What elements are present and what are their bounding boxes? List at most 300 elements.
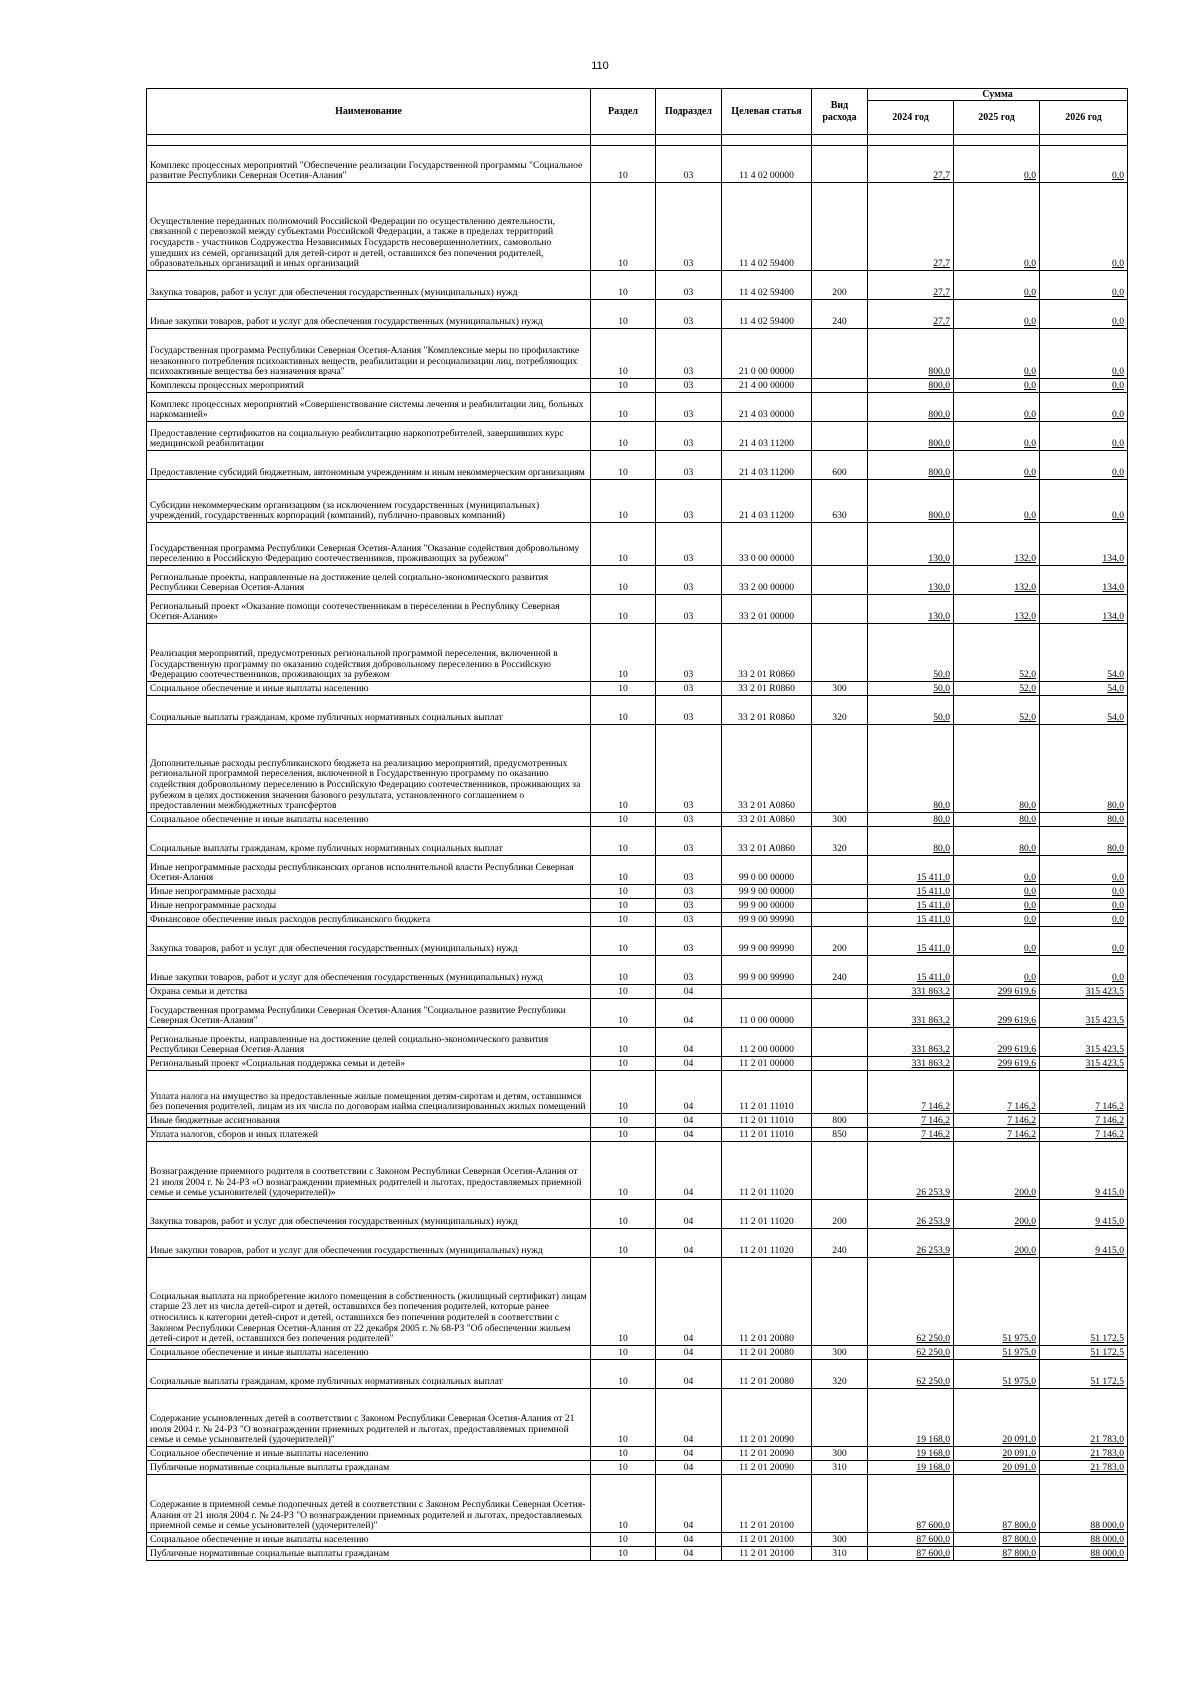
row-target: 99 0 00 00000 bbox=[722, 856, 812, 885]
row-sum-2025: 299 619,6 bbox=[954, 1057, 1040, 1071]
row-sum-2025: 52,0 bbox=[954, 682, 1040, 696]
row-sum-2025: 0,0 bbox=[954, 271, 1040, 300]
row-sum-2025: 132,0 bbox=[954, 523, 1040, 566]
row-sum-2025: 51 975,0 bbox=[954, 1258, 1040, 1346]
table-row bbox=[147, 300, 1128, 329]
row-expense-type bbox=[812, 899, 868, 913]
row-sum-2025: 299 619,6 bbox=[954, 985, 1040, 999]
row-sum-2024: 15 411,0 bbox=[868, 913, 954, 927]
row-section: 10 bbox=[591, 422, 656, 451]
row-sum-2024: 87 600,0 bbox=[868, 1547, 954, 1561]
table-row bbox=[147, 913, 1128, 927]
row-section: 10 bbox=[591, 271, 656, 300]
row-sum-2025: 0,0 bbox=[954, 379, 1040, 393]
row-expense-type: 320 bbox=[812, 696, 868, 725]
table-row bbox=[147, 999, 1128, 1028]
row-sum-2026: 0,0 bbox=[1040, 927, 1128, 956]
row-section: 10 bbox=[591, 856, 656, 885]
row-subsection: 03 bbox=[656, 422, 722, 451]
table-row bbox=[147, 856, 1128, 885]
table-row bbox=[147, 566, 1128, 595]
row-target: 33 2 01 R0860 bbox=[722, 696, 812, 725]
row-sum-2026: 315 423,5 bbox=[1040, 985, 1128, 999]
row-target: 33 2 01 R0860 bbox=[722, 682, 812, 696]
row-sum-2025: 0,0 bbox=[954, 956, 1040, 985]
row-expense-type: 240 bbox=[812, 300, 868, 329]
row-target: 11 2 01 11010 bbox=[722, 1128, 812, 1142]
row-sum-2024: 19 168,0 bbox=[868, 1461, 954, 1475]
row-section: 10 bbox=[591, 1142, 656, 1200]
row-name: Вознаграждение приемного родителя в соответствии с Законом Республики Северная Осетия-Алания от 21 июля 2004 г. № 24-РЗ «О вознаграждении приемных родителей и льготах, предоставляемых приемной семье и семье усыновителей (удочерителей)» bbox=[147, 1142, 591, 1200]
row-expense-type bbox=[812, 624, 868, 682]
row-sum-2026: 54,0 bbox=[1040, 682, 1128, 696]
row-target: 11 2 01 20100 bbox=[722, 1533, 812, 1547]
row-sum-2025: 200,0 bbox=[954, 1229, 1040, 1258]
row-name: Иные бюджетные ассигнования bbox=[147, 1114, 591, 1128]
row-target: 11 2 01 20100 bbox=[722, 1475, 812, 1533]
row-section: 10 bbox=[591, 379, 656, 393]
row-sum-2024: 26 253,9 bbox=[868, 1200, 954, 1229]
col-header-name: Наименование bbox=[147, 89, 591, 135]
row-name: Иные закупки товаров, работ и услуг для обеспечения государственных (муниципальных) нужд bbox=[147, 300, 591, 329]
row-sum-2024: 331 863,2 bbox=[868, 985, 954, 999]
row-section: 10 bbox=[591, 682, 656, 696]
row-sum-2026: 7 146,2 bbox=[1040, 1128, 1128, 1142]
row-expense-type bbox=[812, 1028, 868, 1057]
row-subsection: 04 bbox=[656, 1229, 722, 1258]
row-sum-2024: 331 863,2 bbox=[868, 999, 954, 1028]
row-name: Комплексы процессных мероприятий bbox=[147, 379, 591, 393]
table-row bbox=[147, 1142, 1128, 1200]
row-sum-2026: 0,0 bbox=[1040, 899, 1128, 913]
row-subsection: 04 bbox=[656, 1057, 722, 1071]
row-section: 10 bbox=[591, 595, 656, 624]
row-name: Закупка товаров, работ и услуг для обеспечения государственных (муниципальных) нужд bbox=[147, 271, 591, 300]
col-header-2026: 2026 год bbox=[1040, 101, 1128, 135]
row-target: 21 4 00 00000 bbox=[722, 379, 812, 393]
row-subsection: 04 bbox=[656, 1114, 722, 1128]
row-sum-2024: 19 168,0 bbox=[868, 1389, 954, 1447]
row-sum-2024: 800,0 bbox=[868, 451, 954, 480]
row-section: 10 bbox=[591, 1229, 656, 1258]
row-section: 10 bbox=[591, 1057, 656, 1071]
row-name: Реализация мероприятий, предусмотренных региональной программой переселения, включенной в Государственную программу по оказанию содействия добровольному переселению в Российскую Федерацию соотечественников, проживающих за рубежом bbox=[147, 624, 591, 682]
row-expense-type bbox=[812, 393, 868, 422]
row-subsection: 04 bbox=[656, 1475, 722, 1533]
row-section: 10 bbox=[591, 1533, 656, 1547]
row-sum-2026: 315 423,5 bbox=[1040, 1057, 1128, 1071]
row-name: Комплекс процессных мероприятий "Обеспечение реализации Государственной программы "Социальное развитие Республики Северная Осетия-Алания" bbox=[147, 146, 591, 183]
row-section: 10 bbox=[591, 1389, 656, 1447]
row-target: 11 2 01 00000 bbox=[722, 1057, 812, 1071]
row-sum-2024: 7 146,2 bbox=[868, 1114, 954, 1128]
row-expense-type: 300 bbox=[812, 682, 868, 696]
row-section: 10 bbox=[591, 480, 656, 523]
table-row bbox=[147, 451, 1128, 480]
row-name: Закупка товаров, работ и услуг для обеспечения государственных (муниципальных) нужд bbox=[147, 1200, 591, 1229]
row-name: Публичные нормативные социальные выплаты гражданам bbox=[147, 1461, 591, 1475]
row-sum-2024: 62 250,0 bbox=[868, 1346, 954, 1360]
row-sum-2024: 80,0 bbox=[868, 813, 954, 827]
row-sum-2025: 0,0 bbox=[954, 451, 1040, 480]
row-name: Региональный проект «Социальная поддержка семьи и детей» bbox=[147, 1057, 591, 1071]
row-sum-2024: 80,0 bbox=[868, 725, 954, 813]
row-name: Уплата налогов, сборов и иных платежей bbox=[147, 1128, 591, 1142]
row-target: 11 4 02 59400 bbox=[722, 271, 812, 300]
row-name: Субсидии некоммерческим организациям (за исключением государственных (муниципальных) учреждений, государственных корпораций (компаний), публично-правовых компаний) bbox=[147, 480, 591, 523]
row-sum-2026: 21 783,0 bbox=[1040, 1389, 1128, 1447]
row-target: 11 4 02 59400 bbox=[722, 300, 812, 329]
row-sum-2025: 0,0 bbox=[954, 913, 1040, 927]
row-name: Социальные выплаты гражданам, кроме публичных нормативных социальных выплат bbox=[147, 827, 591, 856]
row-target: 99 9 00 00000 bbox=[722, 899, 812, 913]
row-subsection: 03 bbox=[656, 183, 722, 271]
row-section: 10 bbox=[591, 1114, 656, 1128]
row-subsection: 03 bbox=[656, 624, 722, 682]
table-row bbox=[147, 725, 1128, 813]
row-target: 11 2 01 11020 bbox=[722, 1229, 812, 1258]
row-section: 10 bbox=[591, 985, 656, 999]
table-row bbox=[147, 1057, 1128, 1071]
row-sum-2024: 27,7 bbox=[868, 300, 954, 329]
row-sum-2025: 52,0 bbox=[954, 624, 1040, 682]
table-row bbox=[147, 183, 1128, 271]
row-sum-2025: 80,0 bbox=[954, 827, 1040, 856]
col-header-target: Целевая статья bbox=[722, 89, 812, 135]
row-name: Иные непрограммные расходы bbox=[147, 899, 591, 913]
row-sum-2026: 0,0 bbox=[1040, 183, 1128, 271]
table-row bbox=[147, 827, 1128, 856]
table-row bbox=[147, 885, 1128, 899]
row-name: Государственная программа Республики Северная Осетия-Алания "Комплексные меры по профилактике незаконного потребления психоактивных веществ, реабилитации и ресоциализации лиц, потребляющих психоактивные вещества без назначения врача" bbox=[147, 329, 591, 379]
row-sum-2024: 26 253,9 bbox=[868, 1142, 954, 1200]
row-subsection: 03 bbox=[656, 393, 722, 422]
table-row bbox=[147, 899, 1128, 913]
row-sum-2024: 15 411,0 bbox=[868, 885, 954, 899]
row-sum-2026: 0,0 bbox=[1040, 146, 1128, 183]
row-sum-2024: 80,0 bbox=[868, 827, 954, 856]
table-row bbox=[147, 480, 1128, 523]
table-row bbox=[147, 1389, 1128, 1447]
row-name: Социальное обеспечение и иные выплаты населению bbox=[147, 1533, 591, 1547]
row-expense-type: 800 bbox=[812, 1114, 868, 1128]
row-section: 10 bbox=[591, 329, 656, 379]
row-subsection: 04 bbox=[656, 985, 722, 999]
row-target: 11 2 01 20080 bbox=[722, 1346, 812, 1360]
row-target: 21 0 00 00000 bbox=[722, 329, 812, 379]
row-subsection: 04 bbox=[656, 1200, 722, 1229]
row-sum-2024: 800,0 bbox=[868, 329, 954, 379]
row-expense-type: 850 bbox=[812, 1128, 868, 1142]
row-subsection: 03 bbox=[656, 595, 722, 624]
row-subsection: 03 bbox=[656, 566, 722, 595]
row-sum-2024: 27,7 bbox=[868, 183, 954, 271]
row-sum-2026: 88 000,0 bbox=[1040, 1547, 1128, 1561]
row-sum-2025: 299 619,6 bbox=[954, 999, 1040, 1028]
row-subsection: 04 bbox=[656, 1389, 722, 1447]
row-subsection: 03 bbox=[656, 827, 722, 856]
row-expense-type: 200 bbox=[812, 271, 868, 300]
row-sum-2025: 0,0 bbox=[954, 885, 1040, 899]
row-sum-2025: 0,0 bbox=[954, 422, 1040, 451]
row-sum-2025: 0,0 bbox=[954, 899, 1040, 913]
row-target: 33 2 01 A0860 bbox=[722, 725, 812, 813]
row-sum-2026: 80,0 bbox=[1040, 725, 1128, 813]
row-target: 11 2 01 11020 bbox=[722, 1200, 812, 1229]
row-expense-type bbox=[812, 1057, 868, 1071]
row-expense-type bbox=[812, 595, 868, 624]
row-sum-2025: 80,0 bbox=[954, 813, 1040, 827]
row-sum-2024: 62 250,0 bbox=[868, 1258, 954, 1346]
table-row bbox=[147, 956, 1128, 985]
row-sum-2024: 800,0 bbox=[868, 480, 954, 523]
row-expense-type bbox=[812, 1389, 868, 1447]
row-sum-2025: 7 146,2 bbox=[954, 1128, 1040, 1142]
row-subsection: 03 bbox=[656, 856, 722, 885]
row-name: Иные непрограммные расходы bbox=[147, 885, 591, 899]
row-section: 10 bbox=[591, 956, 656, 985]
row-sum-2026: 88 000,0 bbox=[1040, 1475, 1128, 1533]
row-section: 10 bbox=[591, 624, 656, 682]
table-row bbox=[147, 595, 1128, 624]
row-name: Закупка товаров, работ и услуг для обеспечения государственных (муниципальных) нужд bbox=[147, 927, 591, 956]
row-subsection: 03 bbox=[656, 480, 722, 523]
table-row bbox=[147, 271, 1128, 300]
row-sum-2025: 0,0 bbox=[954, 480, 1040, 523]
row-sum-2024: 800,0 bbox=[868, 379, 954, 393]
row-sum-2024: 15 411,0 bbox=[868, 956, 954, 985]
row-sum-2025: 52,0 bbox=[954, 696, 1040, 725]
table-row bbox=[147, 1475, 1128, 1533]
row-sum-2026: 0,0 bbox=[1040, 480, 1128, 523]
row-sum-2025: 0,0 bbox=[954, 300, 1040, 329]
row-section: 10 bbox=[591, 913, 656, 927]
row-sum-2026: 21 783,0 bbox=[1040, 1447, 1128, 1461]
row-sum-2025: 20 091,0 bbox=[954, 1389, 1040, 1447]
row-subsection: 03 bbox=[656, 885, 722, 899]
row-sum-2025: 0,0 bbox=[954, 927, 1040, 956]
row-target: 21 4 03 11200 bbox=[722, 480, 812, 523]
row-sum-2026: 134,0 bbox=[1040, 523, 1128, 566]
col-header-sum: Сумма bbox=[868, 89, 1128, 101]
row-section: 10 bbox=[591, 566, 656, 595]
row-expense-type: 240 bbox=[812, 1229, 868, 1258]
row-target: 11 2 01 11020 bbox=[722, 1142, 812, 1200]
col-header-subsection: Подраздел bbox=[656, 89, 722, 135]
row-sum-2024: 19 168,0 bbox=[868, 1447, 954, 1461]
row-name: Социальные выплаты гражданам, кроме публичных нормативных социальных выплат bbox=[147, 696, 591, 725]
row-name: Иные непрограммные расходы республиканских органов исполнительной власти Республики Северная Осетия-Алания bbox=[147, 856, 591, 885]
row-section: 10 bbox=[591, 1200, 656, 1229]
table-row bbox=[147, 1547, 1128, 1561]
col-header-expense-type: Вид расхода bbox=[812, 89, 868, 135]
row-sum-2026: 134,0 bbox=[1040, 595, 1128, 624]
row-sum-2026: 0,0 bbox=[1040, 451, 1128, 480]
table-row bbox=[147, 422, 1128, 451]
row-sum-2026: 21 783,0 bbox=[1040, 1461, 1128, 1475]
row-name: Социальная выплата на приобретение жилого помещения в собственность (жилищный сертификат) лицам старше 23 лет из числа детей-сирот и детей, оставшихся без попечения родителей, которые ранее относились к категории детей-сирот и детей, оставшихся без попечения родителей в соответствии с Законом Республики Северная Осетия-Алания от 22 декабря 2005 г. № 68-РЗ "Об обеспечении жильем детей-сирот и детей, оставшихся без попечения родителей" bbox=[147, 1258, 591, 1346]
row-sum-2026: 0,0 bbox=[1040, 913, 1128, 927]
row-sum-2026: 9 415,0 bbox=[1040, 1229, 1128, 1258]
table-row bbox=[147, 813, 1128, 827]
row-sum-2025: 51 975,0 bbox=[954, 1360, 1040, 1389]
row-section: 10 bbox=[591, 523, 656, 566]
row-target: 33 2 01 A0860 bbox=[722, 827, 812, 856]
row-sum-2025: 132,0 bbox=[954, 566, 1040, 595]
row-sum-2026: 0,0 bbox=[1040, 393, 1128, 422]
row-sum-2026: 9 415,0 bbox=[1040, 1200, 1128, 1229]
row-name: Предоставление сертификатов на социальную реабилитацию наркопотребителей, завершивших курс медицинской реабилитации bbox=[147, 422, 591, 451]
row-sum-2024: 15 411,0 bbox=[868, 856, 954, 885]
row-name: Государственная программа Республики Северная Осетия-Алания "Оказание содействия добровольному переселению в Российскую Федерацию соотечественников, проживающих за рубежом" bbox=[147, 523, 591, 566]
row-target: 33 2 01 00000 bbox=[722, 595, 812, 624]
table-row bbox=[147, 927, 1128, 956]
table-row bbox=[147, 1071, 1128, 1114]
table-row bbox=[147, 1128, 1128, 1142]
row-expense-type bbox=[812, 1142, 868, 1200]
row-sum-2026: 51 172,5 bbox=[1040, 1346, 1128, 1360]
row-sum-2026: 0,0 bbox=[1040, 422, 1128, 451]
row-sum-2025: 0,0 bbox=[954, 146, 1040, 183]
table-row bbox=[147, 1200, 1128, 1229]
table-row bbox=[147, 682, 1128, 696]
row-subsection: 04 bbox=[656, 1447, 722, 1461]
row-sum-2026: 315 423,5 bbox=[1040, 1028, 1128, 1057]
row-name: Комплекс процессных мероприятий «Совершенствование системы лечения и реабилитации лиц, больных наркоманией» bbox=[147, 393, 591, 422]
row-expense-type: 300 bbox=[812, 813, 868, 827]
row-sum-2024: 800,0 bbox=[868, 422, 954, 451]
row-section: 10 bbox=[591, 813, 656, 827]
row-sum-2024: 87 600,0 bbox=[868, 1475, 954, 1533]
row-name: Охрана семьи и детства bbox=[147, 985, 591, 999]
row-sum-2025: 7 146,2 bbox=[954, 1071, 1040, 1114]
row-sum-2024: 50,0 bbox=[868, 624, 954, 682]
row-expense-type bbox=[812, 183, 868, 271]
table-row bbox=[147, 393, 1128, 422]
row-target: 11 2 01 20080 bbox=[722, 1360, 812, 1389]
row-section: 10 bbox=[591, 899, 656, 913]
row-sum-2024: 50,0 bbox=[868, 682, 954, 696]
row-target: 11 0 00 00000 bbox=[722, 999, 812, 1028]
table-row bbox=[147, 985, 1128, 999]
row-sum-2024: 26 253,9 bbox=[868, 1229, 954, 1258]
table-row bbox=[147, 1258, 1128, 1346]
row-expense-type bbox=[812, 523, 868, 566]
row-expense-type bbox=[812, 422, 868, 451]
row-target: 11 2 01 11010 bbox=[722, 1114, 812, 1128]
table-row bbox=[147, 1461, 1128, 1475]
row-subsection: 04 bbox=[656, 999, 722, 1028]
row-sum-2024: 27,7 bbox=[868, 146, 954, 183]
row-subsection: 03 bbox=[656, 696, 722, 725]
row-sum-2025: 0,0 bbox=[954, 183, 1040, 271]
row-name: Финансовое обеспечение иных расходов республиканского бюджета bbox=[147, 913, 591, 927]
row-target: 11 2 00 00000 bbox=[722, 1028, 812, 1057]
row-sum-2024: 130,0 bbox=[868, 595, 954, 624]
row-sum-2025: 299 619,6 bbox=[954, 1028, 1040, 1057]
row-sum-2026: 0,0 bbox=[1040, 856, 1128, 885]
row-section: 10 bbox=[591, 1547, 656, 1561]
row-sum-2026: 134,0 bbox=[1040, 566, 1128, 595]
row-expense-type bbox=[812, 146, 868, 183]
table-row bbox=[147, 523, 1128, 566]
row-target bbox=[722, 985, 812, 999]
row-expense-type: 300 bbox=[812, 1447, 868, 1461]
row-sum-2025: 51 975,0 bbox=[954, 1346, 1040, 1360]
row-expense-type: 600 bbox=[812, 451, 868, 480]
row-subsection: 03 bbox=[656, 927, 722, 956]
page-number: 110 bbox=[591, 60, 609, 72]
header-spacer-row bbox=[147, 135, 1128, 146]
col-header-section: Раздел bbox=[591, 89, 656, 135]
row-section: 10 bbox=[591, 885, 656, 899]
row-target: 11 2 01 20080 bbox=[722, 1258, 812, 1346]
row-expense-type bbox=[812, 856, 868, 885]
row-expense-type bbox=[812, 725, 868, 813]
row-name: Публичные нормативные социальные выплаты гражданам bbox=[147, 1547, 591, 1561]
row-sum-2025: 132,0 bbox=[954, 595, 1040, 624]
table-row bbox=[147, 146, 1128, 183]
row-expense-type bbox=[812, 1475, 868, 1533]
row-target: 11 2 01 20100 bbox=[722, 1547, 812, 1561]
row-target: 11 4 02 59400 bbox=[722, 183, 812, 271]
row-expense-type bbox=[812, 566, 868, 595]
row-expense-type: 310 bbox=[812, 1461, 868, 1475]
row-sum-2026: 7 146,2 bbox=[1040, 1071, 1128, 1114]
row-name: Социальное обеспечение и иные выплаты населению bbox=[147, 813, 591, 827]
row-target: 21 4 03 00000 bbox=[722, 393, 812, 422]
row-subsection: 03 bbox=[656, 271, 722, 300]
row-target: 11 2 01 20090 bbox=[722, 1447, 812, 1461]
row-expense-type bbox=[812, 379, 868, 393]
row-subsection: 03 bbox=[656, 682, 722, 696]
row-sum-2026: 0,0 bbox=[1040, 271, 1128, 300]
row-sum-2026: 315 423,5 bbox=[1040, 999, 1128, 1028]
row-sum-2024: 331 863,2 bbox=[868, 1057, 954, 1071]
row-target: 99 9 00 00000 bbox=[722, 885, 812, 899]
row-subsection: 04 bbox=[656, 1128, 722, 1142]
row-section: 10 bbox=[591, 146, 656, 183]
row-section: 10 bbox=[591, 1447, 656, 1461]
row-target: 33 2 01 R0860 bbox=[722, 624, 812, 682]
row-name: Социальное обеспечение и иные выплаты населению bbox=[147, 682, 591, 696]
row-subsection: 03 bbox=[656, 956, 722, 985]
row-target: 11 2 01 20090 bbox=[722, 1389, 812, 1447]
row-name: Социальные выплаты гражданам, кроме публичных нормативных социальных выплат bbox=[147, 1360, 591, 1389]
table-row bbox=[147, 696, 1128, 725]
row-sum-2024: 7 146,2 bbox=[868, 1071, 954, 1114]
row-name: Осуществление переданных полномочий Российской Федерации по осуществлению деятельности, связанной с перевозкой между субъектами Российской Федерации, а также в пределах территорий государств - участников Содружества Независимых Государств несовершеннолетних, самовольно ушедших из семей, организаций для детей-сирот и детей, оставшихся без попечения родителей, образовательных организаций и иных организаций bbox=[147, 183, 591, 271]
row-target: 21 4 03 11200 bbox=[722, 422, 812, 451]
row-expense-type: 200 bbox=[812, 927, 868, 956]
row-target: 33 2 01 A0860 bbox=[722, 813, 812, 827]
row-subsection: 03 bbox=[656, 813, 722, 827]
row-target: 99 9 00 99990 bbox=[722, 913, 812, 927]
row-expense-type: 320 bbox=[812, 827, 868, 856]
row-section: 10 bbox=[591, 827, 656, 856]
table-row bbox=[147, 1028, 1128, 1057]
row-target: 21 4 03 11200 bbox=[722, 451, 812, 480]
row-sum-2024: 50,0 bbox=[868, 696, 954, 725]
row-section: 10 bbox=[591, 1475, 656, 1533]
row-sum-2025: 7 146,2 bbox=[954, 1114, 1040, 1128]
row-expense-type: 310 bbox=[812, 1547, 868, 1561]
row-subsection: 04 bbox=[656, 1142, 722, 1200]
row-section: 10 bbox=[591, 696, 656, 725]
row-target: 33 2 00 00000 bbox=[722, 566, 812, 595]
row-sum-2025: 0,0 bbox=[954, 393, 1040, 422]
row-section: 10 bbox=[591, 1360, 656, 1389]
